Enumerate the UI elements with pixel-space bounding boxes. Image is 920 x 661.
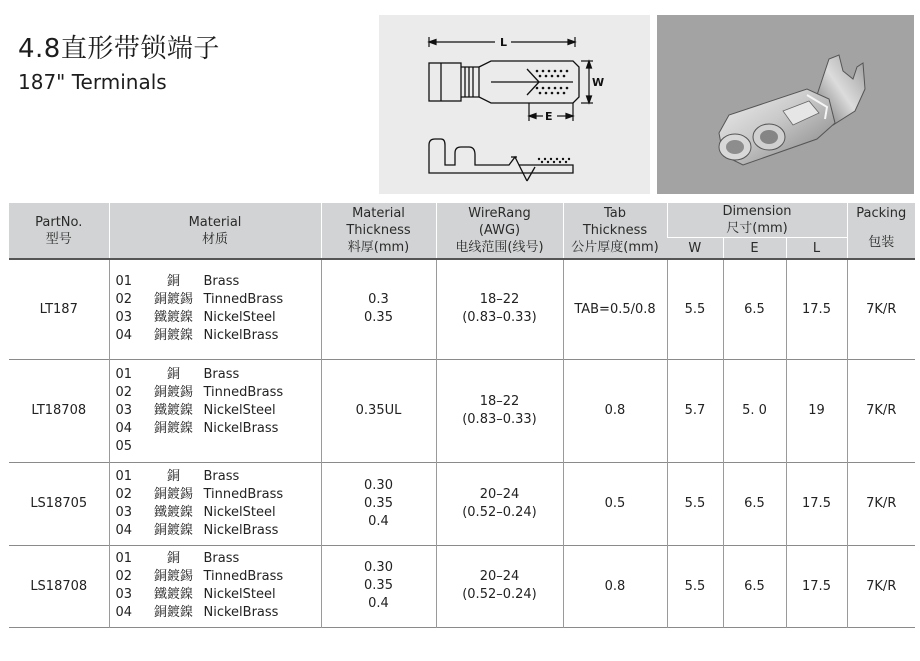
- tab-cell: 0.5: [563, 462, 667, 545]
- table-row: [9, 259, 915, 359]
- header-packing: Packing 包装: [847, 203, 915, 259]
- dim-l-cell: 17.5: [786, 462, 847, 545]
- thickness-cell: 0.35UL: [321, 359, 436, 462]
- thickness-cell: 0.30 0.35 0.4: [321, 545, 436, 627]
- header-dimension: Dimension 尺寸(mm): [667, 203, 847, 238]
- wire-range-cell: 20–24 (0.52–0.24): [436, 545, 563, 627]
- dim-l-cell: 19: [786, 359, 847, 462]
- header-tab-thickness: Tab Thickness 公片厚度(mm): [563, 203, 667, 259]
- material-cell: 01 銅 Brass 02 銅鍍錫 TinnedBrass 03 鐵鍍鎳 NickelSteel 04 銅鍍鎳 NickelBrass: [109, 259, 321, 359]
- packing-cell: 7K/R: [847, 259, 915, 359]
- tab-cell: 0.8: [563, 359, 667, 462]
- terminal-photo: [657, 15, 914, 194]
- dim-e-cell: 6.5: [723, 462, 786, 545]
- tab-cell: 0.8: [563, 545, 667, 627]
- thickness-cell: 0.30 0.35 0.4: [321, 462, 436, 545]
- wire-range-cell: 18–22 (0.83–0.33): [436, 259, 563, 359]
- packing-cell: 7K/R: [847, 359, 915, 462]
- spec-table: [9, 203, 915, 628]
- dim-l-cell: 17.5: [786, 545, 847, 627]
- table-row: [9, 462, 915, 545]
- wire-range-cell: 20–24 (0.52–0.24): [436, 462, 563, 545]
- header-partno: PartNo. 型号: [9, 203, 109, 259]
- dim-e-cell: 6.5: [723, 545, 786, 627]
- header-dim-e: E: [723, 238, 786, 260]
- dim-e-cell: 5. 0: [723, 359, 786, 462]
- wire-range-cell: 18–22 (0.83–0.33): [436, 359, 563, 462]
- dim-label-w: W: [592, 76, 605, 89]
- dim-w-cell: 5.5: [667, 545, 723, 627]
- dim-l-cell: 17.5: [786, 259, 847, 359]
- tab-cell: TAB=0.5/0.8: [563, 259, 667, 359]
- dim-w-cell: 5.5: [667, 462, 723, 545]
- dim-label-e: E: [545, 110, 553, 123]
- part-number: LS18708: [30, 578, 88, 594]
- thickness-cell: 0.3 0.35: [321, 259, 436, 359]
- technical-drawing: [379, 15, 650, 194]
- header-wire-range: WireRang (AWG) 电线范围(线号): [436, 203, 563, 259]
- packing-cell: 7K/R: [847, 462, 915, 545]
- header-dim-w: W: [667, 238, 723, 260]
- dim-w-cell: 5.7: [667, 359, 723, 462]
- table-row: [9, 359, 915, 462]
- page-title: 4.8直形带锁端子: [18, 34, 220, 64]
- material-cell: 01 銅 Brass 02 銅鍍錫 TinnedBrass 03 鐵鍍鎳 NickelSteel 04 銅鍍鎳 NickelBrass: [109, 545, 321, 627]
- part-number: LT18708: [31, 403, 87, 418]
- material-cell: 01 銅 Brass 02 銅鍍錫 TinnedBrass 03 鐵鍍鎳 NickelSteel 04 銅鍍鎳 NickelBrass 05: [109, 359, 321, 462]
- table-row: [9, 545, 915, 627]
- dim-label-l: L: [500, 36, 508, 49]
- part-number: LS18705: [30, 496, 88, 511]
- packing-cell: 7K/R: [847, 545, 915, 627]
- dim-w-cell: 5.5: [667, 259, 723, 359]
- material-cell: 01 銅 Brass 02 銅鍍錫 TinnedBrass 03 鐵鍍鎳 NickelSteel 04 銅鍍鎳 NickelBrass: [109, 462, 321, 545]
- page-subtitle: 187" Terminals: [18, 70, 167, 94]
- header-thickness: Material Thickness 料厚(mm): [321, 203, 436, 259]
- part-number: LT187: [39, 301, 78, 317]
- header-material: Material 材质: [109, 203, 321, 259]
- dim-e-cell: 6.5: [723, 259, 786, 359]
- header-dim-l: L: [786, 238, 847, 260]
